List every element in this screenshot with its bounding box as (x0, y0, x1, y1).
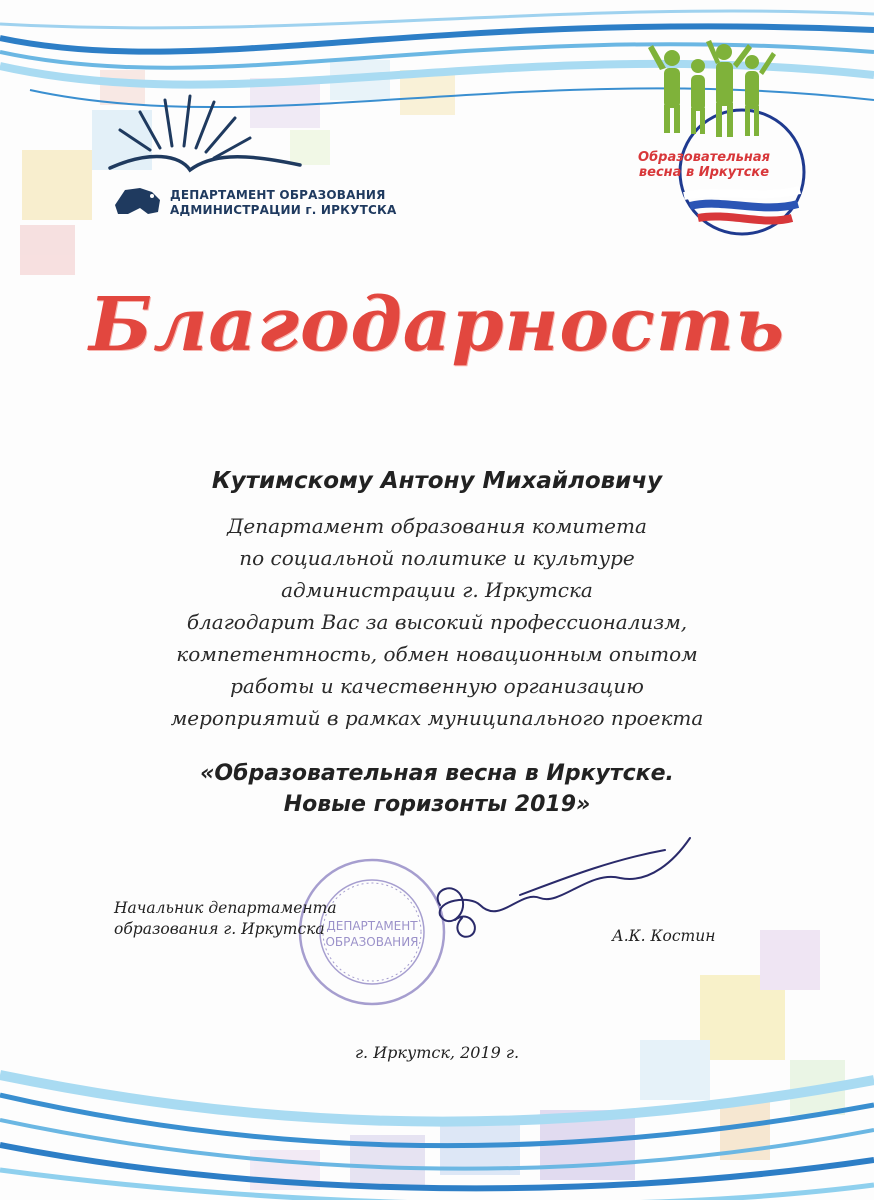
project-line2: Новые горизонты 2019» (283, 792, 591, 817)
signer-position-line1: Начальник департамента (114, 899, 337, 917)
signer-position (114, 898, 337, 940)
dept-logo-line2: АДМИНИСТРАЦИИ г. ИРКУТСКА (170, 203, 397, 217)
body-line: работы и качественную организацию (230, 674, 644, 698)
stamp-center-line2: ОБРАЗОВАНИЯ (325, 935, 419, 949)
body-line: мероприятий в рамках муниципального проекта (170, 706, 704, 730)
signer-position-line2: образования г. Иркутска (114, 920, 325, 938)
body-line: по социальной политике и культуре (239, 546, 635, 570)
body-line: благодарит Вас за высокий профессионализм, (186, 610, 688, 634)
certificate-title: Благодарность (89, 282, 785, 368)
signer-name: А.К. Костин (612, 927, 716, 945)
body-line: администрации г. Иркутска (281, 578, 593, 602)
stamp-center-line1: ДЕПАРТАМЕНТ (326, 919, 418, 933)
recipient-name: Кутимскому Антону Михайловичу (211, 468, 663, 494)
brand-logo-line2: весна в Иркутске (638, 165, 770, 180)
body-line: Департамент образования комитета (227, 514, 647, 538)
project-line1: «Образовательная весна в Иркутске. (200, 761, 674, 786)
city-date: г. Иркутск, 2019 г. (354, 1043, 520, 1062)
brand-logo-line1: Образовательная (638, 150, 770, 165)
dept-logo-line1: ДЕПАРТАМЕНТ ОБРАЗОВАНИЯ (170, 188, 386, 202)
handwritten-signature (438, 838, 690, 937)
body-line: компетентность, обмен новационным опытом (176, 642, 698, 666)
